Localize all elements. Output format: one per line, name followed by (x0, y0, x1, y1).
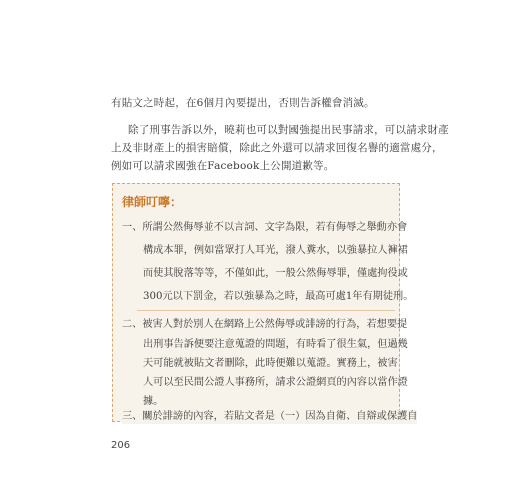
tip-title: 律師叮嚀： (122, 195, 183, 209)
body-line-3: 上及非財產上的損害賠償，除此之外還可以請求回復名譽的適當處分， (111, 142, 443, 154)
tip-item-2-line-2: 出刑事告訴便要注意蒐證的問題，有時看了很生氣，但過幾 (143, 339, 408, 350)
tip-item-2-line-1: 二、被害人對於別人在網路上公然侮辱或誹謗的行為，若想要提 (122, 319, 408, 330)
tip-item-1-line-2: 構成本罪，例如當眾打人耳光，潑人糞水，以強暴拉人褲裙 (143, 245, 408, 256)
tip-item-1-line-1: 一、所謂公然侮辱並不以言詞、文字為限，若有侮辱之舉動亦會 (122, 222, 408, 233)
tip-divider (137, 310, 395, 311)
lawyer-tip-box (112, 183, 418, 422)
body-line-1: 有貼文之時起，在6個月內要提出，否則告訴權會消滅。 (111, 97, 375, 109)
body-line-2: 除了刑事告訴以外，曉莉也可以對國強提出民事請求，可以請求財產 (128, 124, 449, 136)
tip-item-2-line-3: 天可能就被貼文者刪除，此時便難以蒐證。實務上，被害 (143, 358, 398, 369)
tip-item-1-line-4: 300元以下罰金，若以強暴為之時，最高可處1年有期徒刑。 (143, 291, 414, 302)
page-number: 206 (111, 440, 131, 451)
body-line-4: 例如可以請求國強在Facebook上公開道歉等。 (111, 160, 335, 172)
tip-item-3-line-1: 三、關於誹謗的內容，若貼文者是（一）因為自衛、自辯或保護自 (122, 411, 418, 422)
tip-item-1-line-3: 而使其脫落等等，不僅如此，一般公然侮辱罪，僅處拘役或 (143, 268, 408, 279)
tip-item-2-line-5: 據。 (143, 396, 164, 407)
tip-item-2-line-4: 人可以至民間公證人事務所，請求公證網頁的內容以當作證 (143, 377, 408, 388)
